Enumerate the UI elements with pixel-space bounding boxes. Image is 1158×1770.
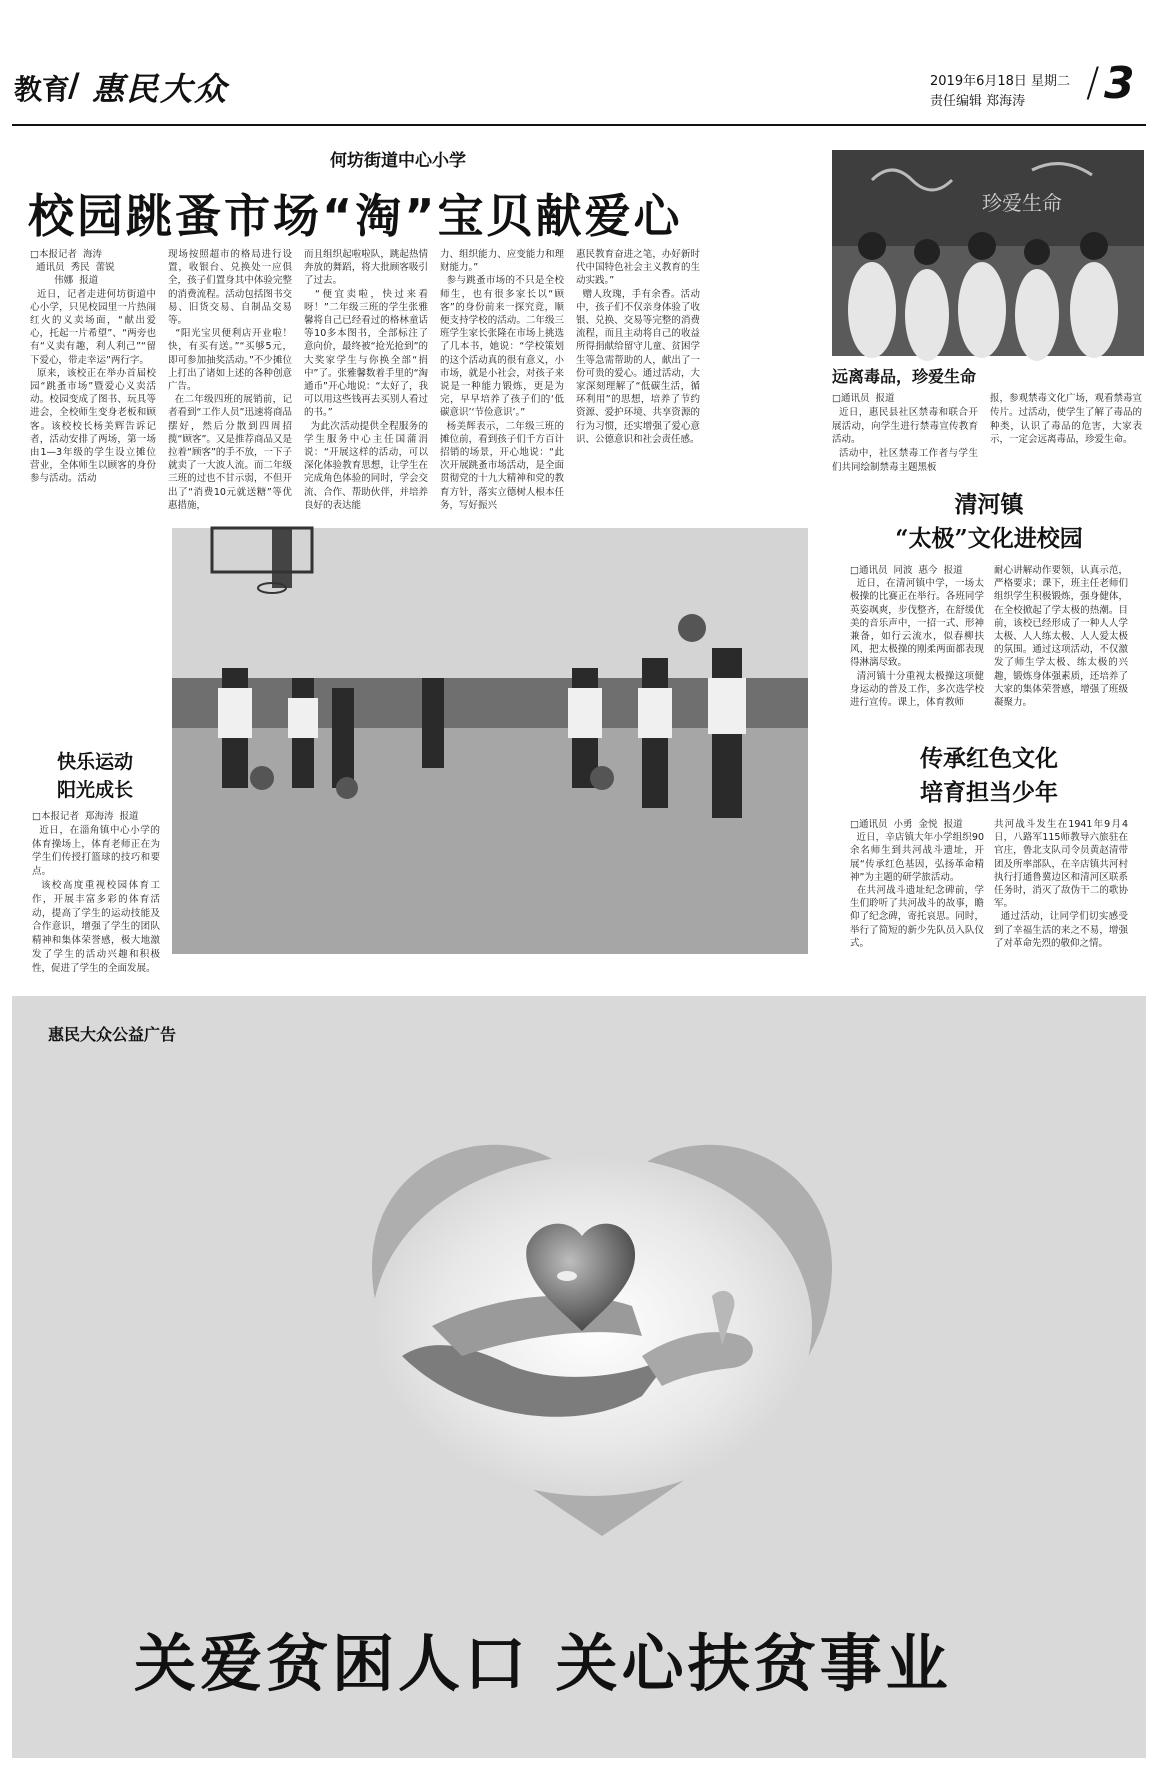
ad-slogan: 关爱贫困人口 关心扶贫事业 [134, 1627, 952, 1700]
antidrug-column-2: 报，参观禁毒文化广场，观看禁毒宣传片。过活动，使学生了解了毒品的种类，认识了毒品的危害，大家表示，一定会远离毒品，珍爱生命。 [990, 393, 1143, 446]
lead-headline: 校园跳蚤市场“淘”宝贝献爱心 [28, 189, 683, 243]
red-culture-headline-line-1: 传承红色文化 [920, 745, 1058, 772]
lead-column-2: 现场按照超市的格局进行设置，收银台、兑换处一应俱全，孩子们置身其中体验完整的消费流程。活动包括图书交易、旧货交易、自制品交易等。 “阳光宝贝便利店开业啦！快，有买有送。”“买够5元，即可参加抽奖活动。”不少摊位上打出了诸如上述的各种创意广告。 在二年级四班的展销前，记者看到“工作人员”迅速将商品摆好，然后分散到四周招揽“顾客”。又是推荐商品又是拉着“顾客”的手不放，一下子就卖了一大波人流。而二年级三班的过也不甘示弱，不但开出了“消费10元就送糖”等优惠措施， [168, 249, 292, 511]
page-number: 3 [1104, 58, 1135, 109]
section-name: 教育 [14, 73, 71, 106]
taiji-column-1: □通讯员 同波 惠今 报道 近日，在清河镇中学，一场太极操的比赛正在举行。各班同学英姿飒爽，步伐整齐，在舒缓优美的音乐声中，一招一式、形神兼备，如行云流水，似春柳扶风，把太极操的刚柔两面都表现得淋漓尽致。 清河镇十分重视太极操这项健身运动的普及工作，多次选学校进行宣传。课上，体育教师 [850, 565, 984, 709]
lead-kicker: 何坊街道中心小学 [330, 151, 466, 171]
public-service-ad [12, 996, 1146, 1758]
lead-column-3: 而且组织起啦啦队，跳起热情奔放的舞蹈，将大批顾客吸引了过去。 “便宜卖啦，快过来看呀！”二年级三班的学生张雅馨将自己已经看过的格林童话等10多本图书，全部标注了意向价，最终被“抢光抢到”的大奖家学生与你换全部“捐中”了。张雅馨数着手里的“淘通币”开心地说：“太好了，我可以用这些钱再去买别人看过的书。” 为此次活动提供全程服务的学生服务中心主任国蒲涓说：“开展这样的活动，可以深化体验教育思想，让学生在完成角色体验的同时，学会交流、合作、帮助伙伴，并培养良好的表达能 [304, 249, 428, 511]
header-rule [12, 124, 1146, 126]
taiji-headline-line-2: “太极”文化进校园 [895, 525, 1083, 552]
red-culture-column-1: □通讯员 小勇 金悦 报道 近日，辛店镇大年小学组织90余名师生到共河战斗遗址，开展“传承红色基因，弘扬革命精神”为主题的研学旅活动。 在共河战斗遗址纪念碑前，学生们聆听了共河战斗的故事，瞻仰了纪念碑，寄托哀思。同时，举行了简短的新少先队员入队仪式。 [850, 819, 984, 949]
antidrug-photo-illustration [832, 150, 1144, 356]
antidrug-caption: 远离毒品，珍爱生命 [832, 367, 977, 386]
lead-column-1: □本报记者 海涛 通讯员 秀民 蕾锐 伟娜 报道 近日，记者走进何坊街道中心小学，只见校园里一片热闹红火的义卖场面，“献出爱心，托起一片希望”、“两旁也有“义卖有趣，利人利己”“留下爱心，带走幸运”两行字。 原来，该校正在举办首届校园“跳蚤市场”暨爱心义卖活动。校园变成了图书、玩具等进会，全校师生变身老板和顾客。该校校长杨美辉告诉记者，活动安排了两场，第一场由1—3年级的学生设立摊位营业，全体师生以顾客的身份参与活动。活动 [30, 249, 156, 485]
red-culture-column-2: 共河战斗发生在1941年9月4日，八路军115师教导六旅驻在官庄，鲁北支队司令员黄赵清带团及所率部队，在辛店镇共河村执行打通鲁冀边区和清河区联系任务时，消灭了敌伪干二的歌协军。 通过活动，让同学们切实感受到了幸福生活的来之不易，增强了对革命先烈的敬仰之情。 [994, 819, 1128, 949]
basketball-photo [172, 528, 808, 954]
sports-headline-line-2: 阳光成长 [56, 779, 133, 801]
taiji-headline-line-1: 清河镇 [954, 491, 1024, 518]
antidrug-photo [832, 150, 1144, 356]
masthead-divider: / [68, 66, 80, 104]
ad-label: 惠民大众公益广告 [48, 1025, 177, 1044]
lead-column-4: 力、组织能力、应变能力和理财能力。” 参与跳蚤市场的不只是全校师生，也有很多家长以“顾客”的身份前来一探究竟，顺便支持学校的活动。二年级三班学生家长张隆在市场上挑选了几本书，她说：“学校策划的这个活动真的很有意义，小市场，就是小社会，对孩子来说是一种能力锻炼，更是为完，早早培养了孩子们的‘低碳意识’‘节俭意识’。” 杨美辉表示，二年级三班的摊位前，看到孩子们千方百计招销的场景，开心地说：“此次开展跳蚤市场活动，是全面贯彻党的十九大精神和党的教育方针，落实立德树人根本任务，写好振兴 [440, 249, 564, 511]
taiji-column-2: 耐心讲解动作要领，认真示范，严格要求；课下，班主任老师们组织学生积极锻炼，强身健体，在全校掀起了学太极的热潮。目前，该校已经形成了一种人人学太极、人人练太极、人人爱太极的氛围。通过这项活动，不仅激发了师生学太极、练太极的兴趣，锻炼身体强素质，还培养了大家的集体荣誉感，增强了班级凝聚力。 [994, 565, 1128, 709]
photo-board-text: 珍爱生命 [982, 191, 1062, 215]
sports-headline-line-1: 快乐运动 [56, 751, 133, 773]
editor-credit: 责任编辑 郑海涛 [930, 94, 1026, 109]
red-culture-headline-line-2: 培育担当少年 [920, 779, 1058, 806]
newspaper-brand: 惠民大众 [92, 70, 229, 108]
issue-date: 2019年6月18日 星期二 [930, 74, 1071, 89]
heart-hands-illustration [342, 1096, 862, 1566]
page-number-divider: / [1086, 60, 1100, 106]
lead-column-5: 惠民教育奋进之笔，办好新时代中国特色社会主义教育的生动实践。” 赠人玫瑰，手有余香。活动中，孩子们不仅亲身体验了收银、兑换、交易等完整的消费流程，而且主动将自己的收益所得捐献给留守儿童、贫困学生等急需帮助的人，献出了一份可贵的爱心。通过活动，大家深刻理解了“低碳生活，循环利用”的思想，培养了节约资源、爱护环境、共享资源的行为习惯，还实增强了爱心意识、公德意识和社会责任感。 [576, 249, 700, 445]
basketball-photo-illustration [172, 528, 808, 954]
sports-column-1: □本报记者 郑海涛 报道 近日，在淄角镇中心小学的体育操场上，体育老师正在为学生们传授打篮球的技巧和要点。 该校高度重视校园体育工作，开展丰富多彩的体育活动，提高了学生的运动技能及合作意识，增强了学生的团队精神和集体荣誉感，极大地激发了学生的活动兴趣和积极性，促进了学生的全面发展。 [32, 811, 160, 974]
antidrug-column-1: □通讯员 报道 近日，惠民县社区禁毒和联合开展活动，向学生进行禁毒宣传教育活动。 活动中，社区禁毒工作者与学生们共同绘制禁毒主题黑板 [832, 393, 978, 473]
